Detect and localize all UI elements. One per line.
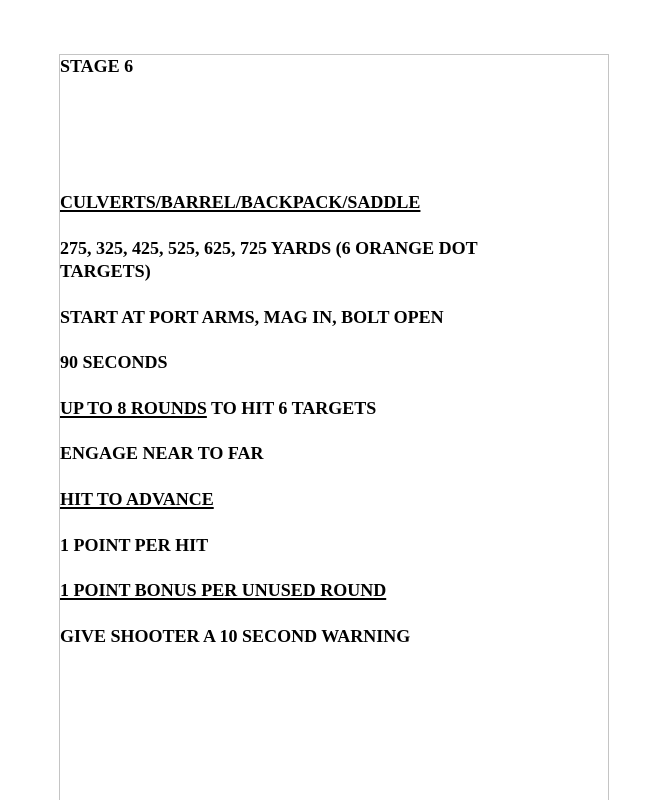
scoring-rule: 1 POINT PER HIT (60, 535, 209, 555)
rounds-rest: TO HIT 6 TARGETS (206, 398, 377, 418)
bonus-rule: 1 POINT BONUS PER UNUSED ROUND (60, 580, 387, 600)
engage-order: ENGAGE NEAR TO FAR (60, 443, 264, 463)
target-distances-line-1: 275, 325, 425, 525, 625, 725 YARDS (6 ORANGE DOT (60, 238, 478, 258)
time-limit: 90 SECONDS (60, 352, 168, 372)
start-condition: START AT PORT ARMS, MAG IN, BOLT OPEN (60, 307, 444, 327)
stage-title: STAGE 6 (60, 56, 134, 76)
rounds-underlined: UP TO 8 ROUNDS (60, 398, 207, 418)
shooting-positions: CULVERTS/BARREL/BACKPACK/SADDLE (60, 192, 421, 212)
advance-rule: HIT TO ADVANCE (60, 489, 214, 509)
rounds-rule (60, 397, 376, 420)
target-distances-line-2: TARGETS) (60, 261, 151, 281)
warning-rule: GIVE SHOOTER A 10 SECOND WARNING (60, 626, 411, 646)
document-page (59, 54, 609, 800)
